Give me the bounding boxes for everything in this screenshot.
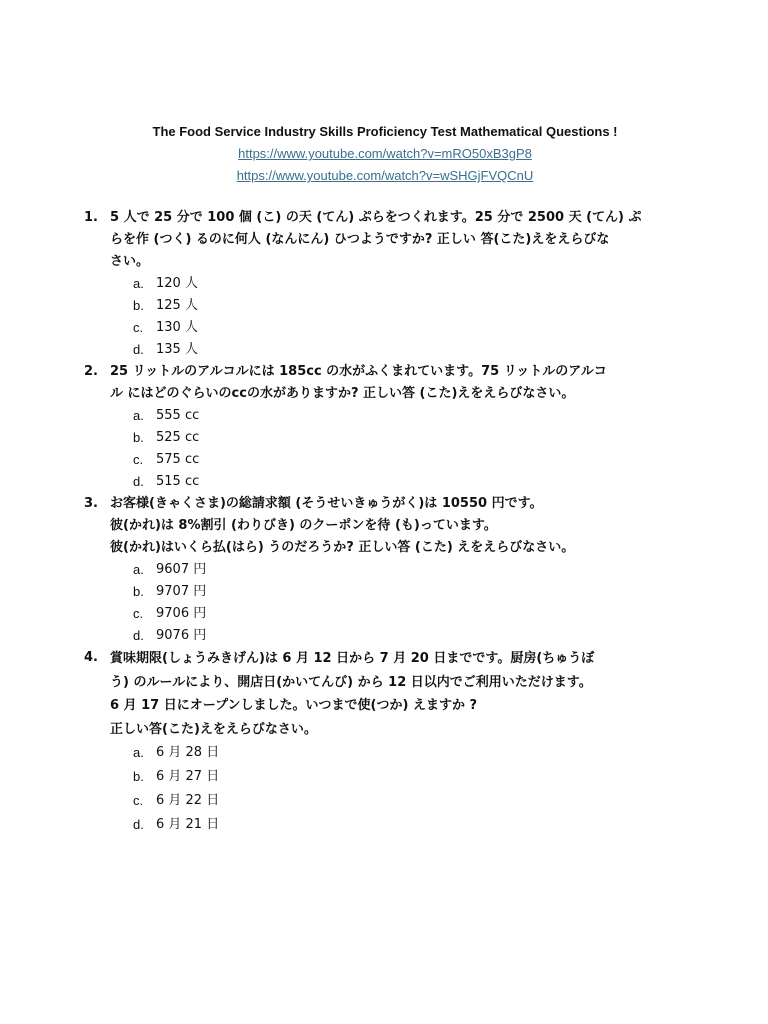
answer-options — [110, 741, 694, 837]
question-text-line: らを作 (つく) るのに何人 (なんにん) ひつようですか? 正しい 答(こた)えをえらびな — [110, 232, 610, 247]
question-text-line: お客様(きゃくさま)の総請求額 (そうせいきゅうがく)は 10550 円です。 — [110, 496, 543, 511]
question-text-line: 6 月 17 日にオープンしました。いつまで使(つか) えますか ? — [110, 698, 478, 713]
question-text-line: う) のルールにより、開店日(かいてんび) から 12 日以内でご利用いただけます。 — [110, 674, 592, 690]
answer-option-c — [110, 603, 694, 625]
answer-option-b — [110, 765, 694, 789]
option-letter: b. — [133, 769, 144, 784]
youtube-link-2[interactable]: https://www.youtube.com/watch?v=wSHGjFVQCnU — [236, 168, 534, 183]
option-letter: b. — [133, 298, 144, 313]
answer-option-a — [110, 273, 694, 295]
question-2 — [84, 361, 694, 493]
option-text: 525 cc — [156, 430, 200, 445]
option-letter: d. — [133, 342, 144, 357]
option-text: 130 人 — [156, 320, 198, 335]
option-text: 6 月 27 日 — [156, 769, 220, 784]
option-letter: a. — [133, 562, 144, 577]
question-text-line: 5 人で 25 分で 100 個 (こ) の天 (てん) ぷらをつくれます。25 分で 2500 天 (てん) ぷ — [110, 210, 642, 225]
option-letter: a. — [133, 408, 144, 423]
option-letter: c. — [133, 793, 144, 808]
answer-option-d — [110, 813, 694, 837]
answer-options — [110, 405, 694, 493]
question-text-line: 彼(かれ)はいくら払(はら) うのだろうか? 正しい答 (こた) えをえらびなさい。 — [110, 540, 575, 555]
youtube-link-1[interactable]: https://www.youtube.com/watch?v=mRO50xB3gP8 — [238, 146, 532, 161]
answer-option-b — [110, 295, 694, 317]
option-text: 9607 円 — [156, 562, 207, 577]
question-text-line: さい。 — [110, 254, 150, 269]
answer-option-d — [110, 339, 694, 361]
answer-options — [110, 559, 694, 647]
answer-option-c — [110, 317, 694, 339]
answer-option-a — [110, 405, 694, 427]
question-1 — [84, 207, 694, 361]
question-text-line: 25 リットルのアルコルには 185cc の水がふくまれています。75 リットルのアルコ — [110, 364, 607, 379]
option-letter: c. — [133, 452, 144, 467]
question-number: 1. — [84, 210, 98, 225]
option-text: 120 人 — [156, 276, 198, 291]
question-3 — [84, 493, 694, 647]
answer-option-c — [110, 789, 694, 813]
option-text: 6 月 22 日 — [156, 793, 220, 808]
question-number: 3. — [84, 496, 98, 511]
option-letter: c. — [133, 320, 144, 335]
option-text: 9707 円 — [156, 584, 207, 599]
question-number: 4. — [84, 650, 98, 665]
option-text: 515 cc — [156, 474, 200, 489]
option-text: 6 月 28 日 — [156, 745, 220, 760]
question-text-line: 彼(かれ)は 8%割引 (わりびき) のクーポンを待 (も)っています。 — [110, 518, 497, 533]
question-text-line: ル にはどのぐらいのccの水がありますか? 正しい答 (こた)えをえらびなさい。 — [110, 386, 575, 401]
option-letter: b. — [133, 584, 144, 599]
question-text-line: 正しい答(こた)えをえらびなさい。 — [110, 721, 317, 737]
document-header — [0, 121, 768, 187]
answer-option-d — [110, 471, 694, 493]
option-letter: d. — [133, 628, 144, 643]
option-text: 555 cc — [156, 408, 200, 423]
answer-option-a — [110, 741, 694, 765]
option-letter: a. — [133, 745, 144, 760]
answer-option-b — [110, 427, 694, 449]
question-number: 2. — [84, 364, 98, 379]
answer-option-c — [110, 449, 694, 471]
option-text: 135 人 — [156, 342, 198, 357]
answer-options — [110, 273, 694, 361]
option-letter: d. — [133, 474, 144, 489]
option-text: 6 月 21 日 — [156, 817, 220, 832]
option-letter: c. — [133, 606, 144, 621]
option-letter: d. — [133, 817, 144, 832]
option-text: 125 人 — [156, 298, 198, 313]
document-title: The Food Service Industry Skills Proficiency Test Mathematical Questions ! — [152, 124, 618, 139]
answer-option-b — [110, 581, 694, 603]
answer-option-d — [110, 625, 694, 647]
option-letter: a. — [133, 276, 144, 291]
option-text: 575 cc — [156, 452, 200, 467]
question-4 — [84, 647, 694, 837]
answer-option-a — [110, 559, 694, 581]
option-text: 9706 円 — [156, 606, 207, 621]
option-text: 9076 円 — [156, 628, 207, 643]
option-letter: b. — [133, 430, 144, 445]
question-text-line: 賞味期限(しょうみきげん)は 6 月 12 日から 7 月 20 日までです。厨房(ちゅうぼ — [110, 651, 595, 666]
question-list — [84, 207, 694, 837]
